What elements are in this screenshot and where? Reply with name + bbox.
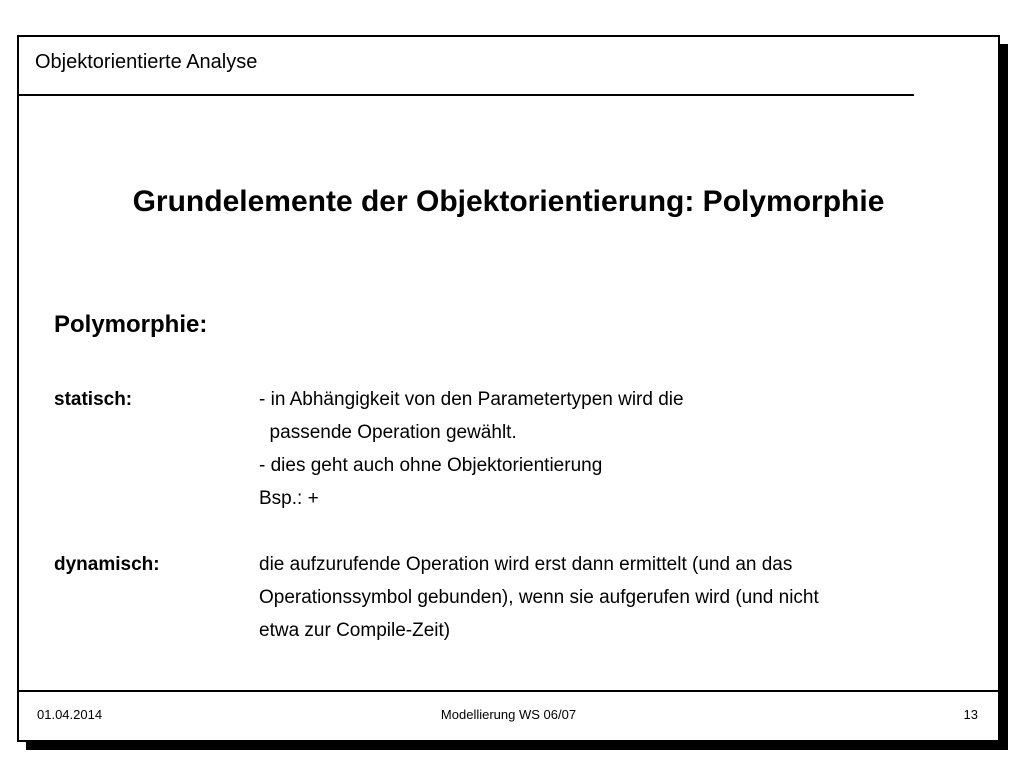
page-number: 13 xyxy=(963,707,978,722)
definition-line: etwa zur Compile-Zeit) xyxy=(259,620,451,641)
definition-line: passende Operation gewählt. xyxy=(259,422,517,443)
footer-divider xyxy=(19,690,998,692)
term-static: statisch: xyxy=(54,389,133,410)
definition-line: Bsp.: + xyxy=(259,488,319,509)
definition-line: die aufzurufende Operation wird erst dann ermittelt (und an das xyxy=(259,554,793,575)
definition-line: Operationssymbol gebunden), wenn sie aufgerufen wird (und nicht xyxy=(259,587,819,608)
definition-line: - dies geht auch ohne Objektorientierung xyxy=(259,455,603,476)
footer-course: Modellierung WS 06/07 xyxy=(440,707,577,722)
header-divider xyxy=(19,94,914,96)
definition-line: - in Abhängigkeit von den Parametertypen wird die xyxy=(259,389,684,410)
slide-title: Grundelemente der Objektorientierung: Polymorphie xyxy=(132,185,885,218)
slide xyxy=(17,35,1000,742)
header-title: Objektorientierte Analyse xyxy=(35,51,258,73)
footer-date: 01.04.2014 xyxy=(37,707,103,722)
term-dynamic: dynamisch: xyxy=(54,554,160,575)
section-heading: Polymorphie: xyxy=(54,311,208,338)
